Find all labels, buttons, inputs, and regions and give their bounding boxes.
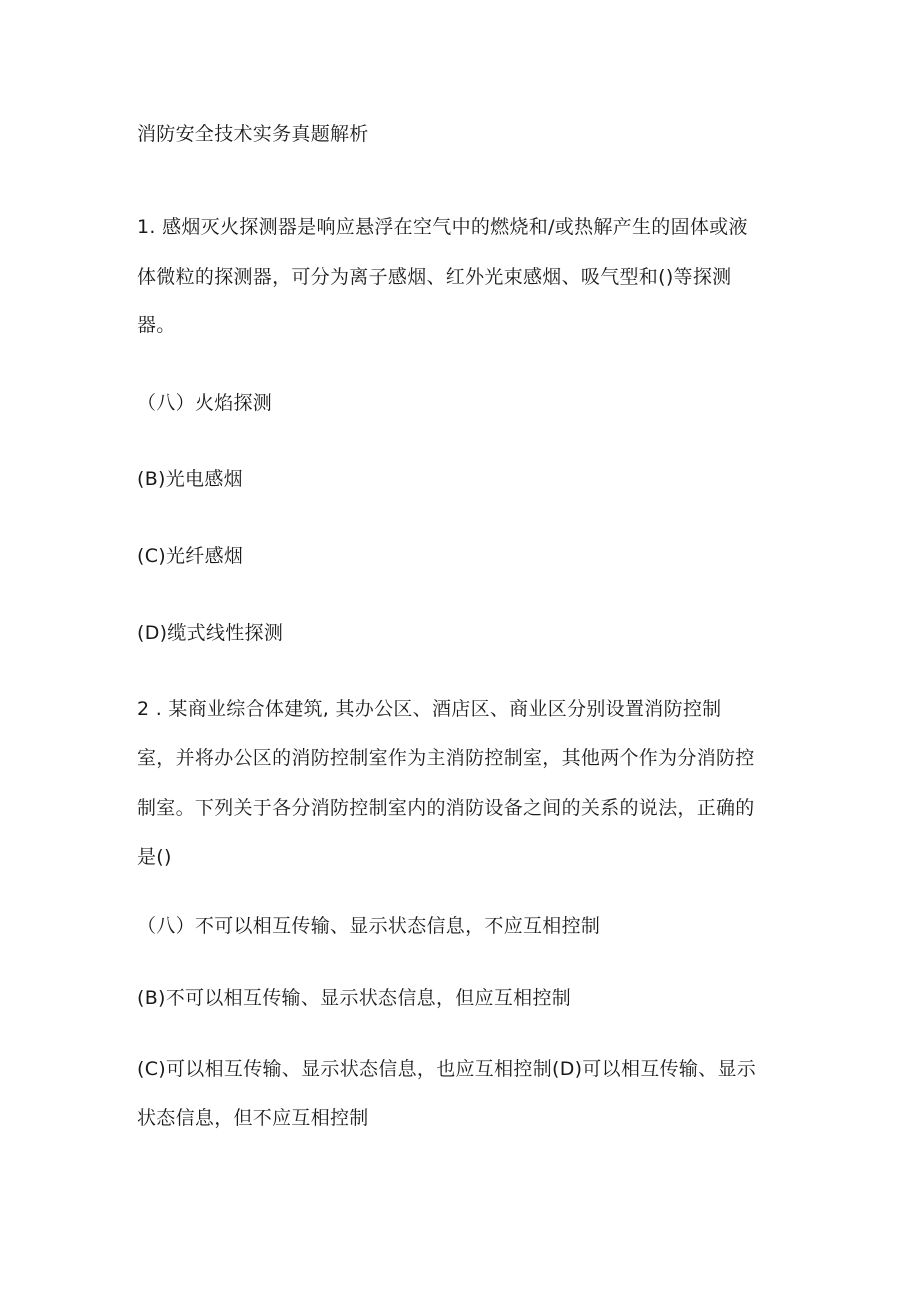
question-2-option-c-d-line-2: 状态信息，但不应互相控制 xyxy=(137,1107,369,1129)
question-2-option-b: (B)不可以相互传输、显示状态信息，但应互相控制 xyxy=(137,987,572,1009)
question-1-stem-line-3: 器。 xyxy=(137,314,176,336)
question-2-stem-line-4: 是() xyxy=(137,846,172,868)
question-1-option-c: (C)光纤感烟 xyxy=(137,545,244,567)
question-2-stem-line-2: 室，并将办公区的消防控制室作为主消防控制室，其他两个作为分消防控 xyxy=(137,747,755,769)
question-2-option-c-d-line-1: (C)可以相互传输、显示状态信息，也应互相控制(D)可以相互传输、显示 xyxy=(137,1058,757,1080)
question-1-stem-line-1: 1. 感烟灭火探测器是响应悬浮在空气中的燃烧和/或热解产生的固体或液 xyxy=(137,216,748,238)
document-title: 消防安全技术实务真题解析 xyxy=(137,123,369,145)
question-2-option-a: （八）不可以相互传输、显示状态信息，不应互相控制 xyxy=(137,915,601,937)
question-2-stem-line-1: 2 . 某商业综合体建筑, 其办公区、酒店区、商业区分别设置消防控制 xyxy=(137,698,722,720)
question-1-option-a: （八）火焰探测 xyxy=(137,392,273,414)
question-2-stem-line-3: 制室。下列关于各分消防控制室内的消防设备之间的关系的说法，正确的 xyxy=(137,797,755,819)
question-1-option-b: (B)光电感烟 xyxy=(137,468,243,490)
question-1-option-d: (D)缆式线性探测 xyxy=(137,622,284,644)
question-1-stem-line-2: 体微粒的探测器，可分为离子感烟、红外光束感烟、吸气型和()等探测 xyxy=(137,266,732,288)
